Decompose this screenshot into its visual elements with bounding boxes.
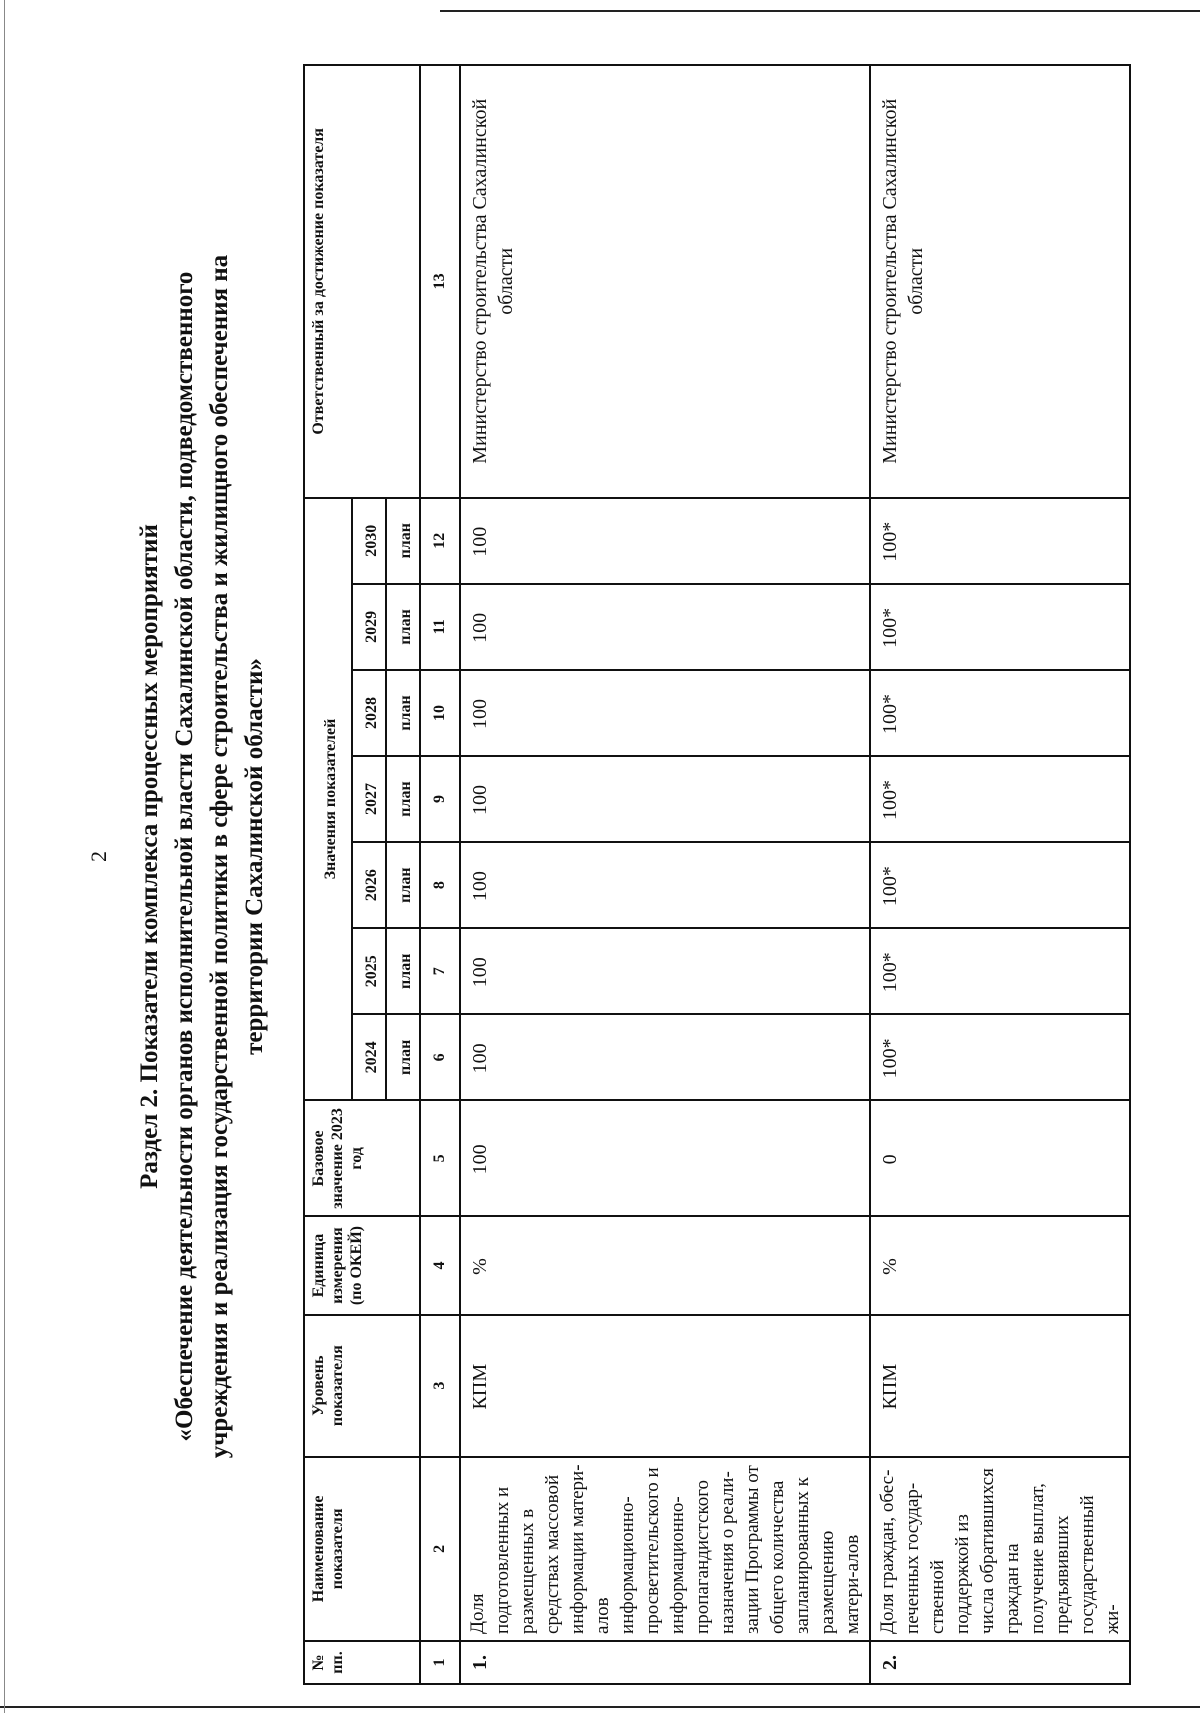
indicator-responsible: Министерство строительства Сахалинской области [870, 65, 1130, 498]
header-year: 2027 [352, 756, 386, 842]
indicator-base: 0 [870, 1100, 1130, 1216]
header-plan: план [386, 584, 420, 670]
indicator-value: 100 [460, 842, 870, 928]
header-values: Значения показателей [304, 498, 352, 1101]
header-year: 2026 [352, 842, 386, 928]
header-year: 2024 [352, 1014, 386, 1100]
indicator-value: 100* [870, 756, 1130, 842]
header-plan: план [386, 756, 420, 842]
column-number: 13 [420, 65, 460, 498]
column-number: 6 [420, 1014, 460, 1100]
indicator-base: 100 [460, 1100, 870, 1216]
header-responsible: Ответственный за достижение показателя [304, 65, 420, 498]
row-number: 2. [870, 1641, 1130, 1684]
header-base: Базовое значение 2023 год [304, 1100, 420, 1216]
column-number: 2 [420, 1457, 460, 1641]
row-number: 1. [460, 1641, 870, 1684]
indicator-value: 100* [870, 584, 1130, 670]
indicator-name: Доля подготовленных и размещенных в средствах массовой информации матери-алов информационно-просветительского и информационно-пропагандистского назначения о реали-зации Программы от общего количества запланированных к размещению матери-алов [460, 1457, 870, 1641]
column-number: 12 [420, 498, 460, 584]
header-level: Уровень показателя [304, 1315, 420, 1457]
title-line-2: «Обеспечение деятельности органов исполнительной власти Сахалинской области, подведомственного [171, 271, 198, 1442]
indicator-value: 100 [460, 584, 870, 670]
page-number: 2 [86, 851, 111, 862]
header-year: 2028 [352, 670, 386, 756]
column-number: 8 [420, 842, 460, 928]
indicator-level: КПМ [460, 1315, 870, 1457]
header-plan: план [386, 1014, 420, 1100]
indicator-level: КПМ [870, 1315, 1130, 1457]
title-line-3: учреждения и реализация государственной политики в сфере строительства и жилищного обеспечения на [206, 254, 233, 1459]
indicators-table [303, 64, 1131, 1685]
indicator-unit: % [460, 1216, 870, 1314]
header-plan: план [386, 842, 420, 928]
indicator-value: 100 [460, 498, 870, 584]
indicator-value: 100* [870, 670, 1130, 756]
indicator-value: 100* [870, 498, 1130, 584]
indicator-value: 100 [460, 1014, 870, 1100]
column-number: 4 [420, 1216, 460, 1314]
table-row [870, 65, 1130, 1684]
title-line-1: Раздел 2. Показатели комплекса процессных мероприятий [136, 524, 163, 1189]
header-no: № пп. [304, 1641, 420, 1684]
column-number: 1 [420, 1641, 460, 1684]
header-plan: план [386, 498, 420, 584]
header-plan: план [386, 928, 420, 1014]
column-number: 9 [420, 756, 460, 842]
table-row [460, 65, 870, 1684]
header-plan: план [386, 670, 420, 756]
indicator-value: 100 [460, 928, 870, 1014]
column-number: 3 [420, 1315, 460, 1457]
column-number: 11 [420, 584, 460, 670]
indicator-value: 100* [870, 842, 1130, 928]
section-title [132, 50, 272, 1663]
indicator-value: 100 [460, 756, 870, 842]
column-number: 10 [420, 670, 460, 756]
header-year: 2030 [352, 498, 386, 584]
indicator-unit: % [870, 1216, 1130, 1314]
header-unit: Единица измерения (по ОКЕЙ) [304, 1216, 420, 1314]
column-number: 5 [420, 1100, 460, 1216]
header-row-1 [304, 65, 352, 1684]
header-year: 2025 [352, 928, 386, 1014]
header-name: Наименование показателя [304, 1457, 420, 1641]
header-year: 2029 [352, 584, 386, 670]
indicator-value: 100 [460, 670, 870, 756]
indicator-name: Доля граждан, обес-печенных государ-ственной поддержкой из числа обратившихся граждан на получение выплат, предъявивших государственный жи- [870, 1457, 1130, 1641]
title-line-4: территории Сахалинской области» [241, 658, 268, 1055]
indicator-value: 100* [870, 1014, 1130, 1100]
indicator-responsible: Министерство строительства Сахалинской области [460, 65, 870, 498]
column-number-row [420, 65, 460, 1684]
column-number: 7 [420, 928, 460, 1014]
indicator-value: 100* [870, 928, 1130, 1014]
